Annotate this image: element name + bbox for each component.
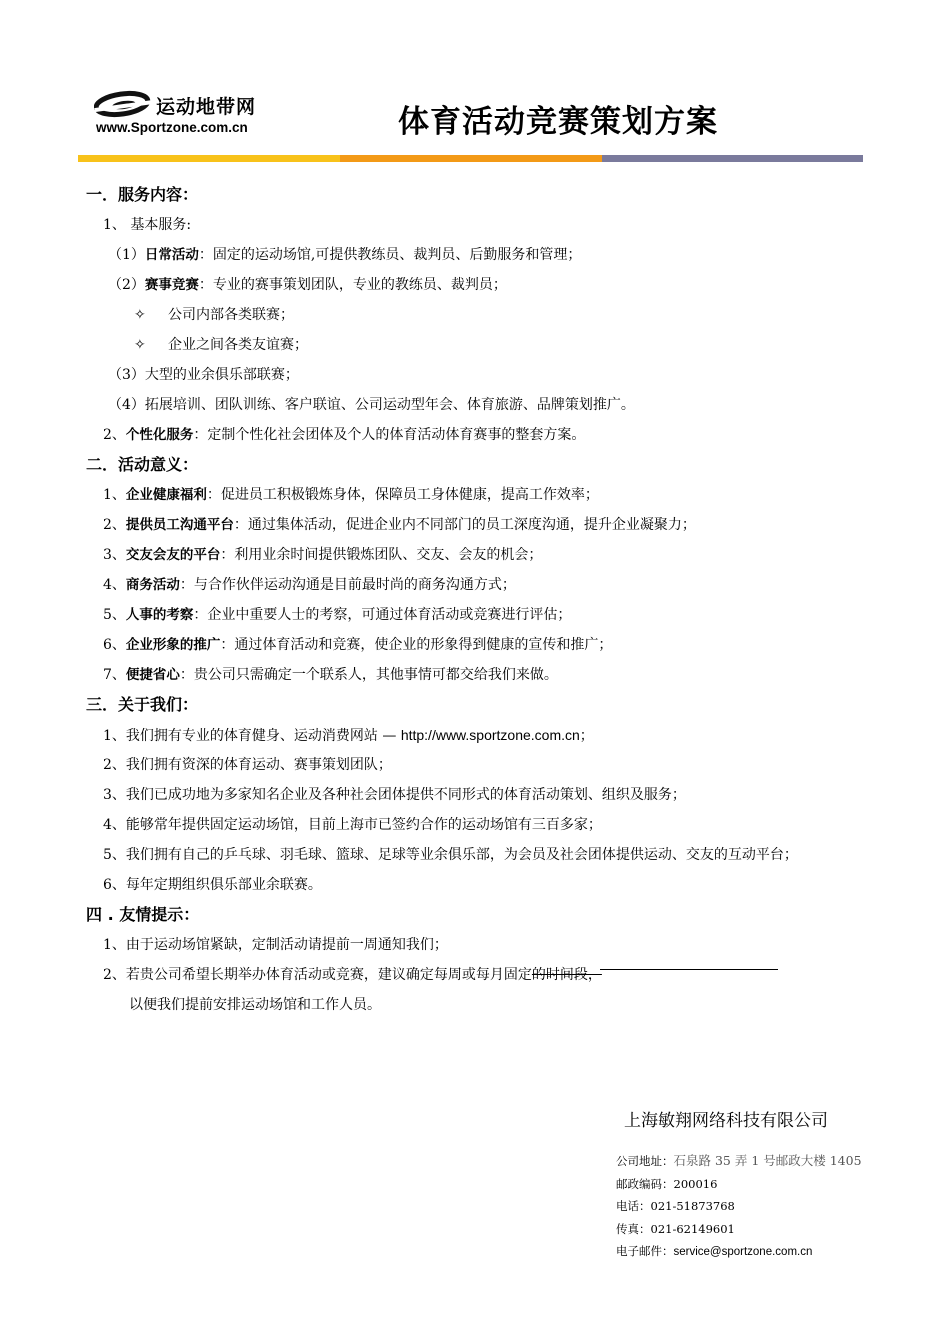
about-item: 4、能够常年提供固定运动场馆，目前上海市已签约合作的运动场馆有三百多家； bbox=[103, 817, 602, 833]
item-num: 3、 bbox=[103, 547, 126, 563]
meaning-item bbox=[86, 540, 876, 570]
header-color-band bbox=[78, 155, 863, 162]
section-title: 三．关于我们： bbox=[86, 695, 199, 714]
item-num: 4、 bbox=[103, 577, 126, 593]
item-text: 2、若贵公司希望长期举办体育活动或竞赛，建议确定每周或每月固定 bbox=[103, 967, 532, 983]
item-text: 1、我们拥有专业的体育健身、运动消费网站 — bbox=[103, 728, 401, 744]
item-text: ：通过集体活动，促进企业内不同部门的员工深度沟通，提升企业凝聚力； bbox=[233, 517, 696, 533]
website-link[interactable]: http://www.sportzone.com.cn bbox=[400, 727, 580, 743]
sub-item bbox=[86, 330, 876, 360]
sportzone-swoosh-icon bbox=[94, 90, 154, 122]
about-item: 2、我们拥有资深的体育运动、赛事策划团队； bbox=[103, 757, 392, 773]
tip-item-continuation: 以便我们提前安排运动场馆和工作人员。 bbox=[129, 997, 381, 1013]
email-label: 电子邮件： bbox=[616, 1244, 674, 1258]
email-link[interactable]: service@sportzone.com.cn bbox=[673, 1246, 813, 1258]
item-text: ：固定的运动场馆,可提供教练员、裁判员、后勤服务和管理； bbox=[198, 247, 582, 263]
item-num: 7、 bbox=[103, 667, 126, 683]
email-line bbox=[616, 1240, 862, 1263]
item-text: ：定制个性化社会团体及个人的体育活动体育赛事的整套方案。 bbox=[193, 427, 586, 443]
item-num: 2、 bbox=[103, 427, 126, 443]
section-title: 一．服务内容： bbox=[86, 185, 199, 204]
horizontal-rule bbox=[600, 968, 778, 970]
item-text: ：贵公司只需确定一个联系人，其他事情可都交给我们来做。 bbox=[179, 667, 558, 683]
document-title: 体育活动竞赛策划方案 bbox=[398, 104, 718, 140]
service-item: （4）拓展培训、团队训练、客户联谊、公司运动型年会、体育旅游、品牌策划推广。 bbox=[108, 397, 635, 413]
band-slate bbox=[602, 155, 863, 162]
section-title: 二．活动意义： bbox=[86, 455, 199, 474]
meaning-item bbox=[86, 570, 876, 600]
about-item: 5、我们拥有自己的乒乓球、羽毛球、篮球、足球等业余俱乐部，为会员及社会团体提供运动、交友的互动平台； bbox=[103, 847, 798, 863]
diamond-bullet-icon: ✧ bbox=[134, 307, 146, 323]
band-yellow bbox=[78, 155, 340, 162]
logo-name: 运动地带网 bbox=[156, 96, 257, 118]
band-orange bbox=[340, 155, 602, 162]
sub-item-text: 公司内部各类联赛； bbox=[168, 307, 294, 323]
meaning-item bbox=[86, 600, 876, 630]
service-item: （3）大型的业余俱乐部联赛； bbox=[108, 367, 299, 383]
sub-item-text: 企业之间各类友谊赛； bbox=[168, 337, 308, 353]
address-label: 公司地址： bbox=[616, 1154, 674, 1168]
contact-info bbox=[616, 1150, 862, 1263]
item-num: 1、 bbox=[103, 487, 126, 503]
strikethrough-text: 的时间段， bbox=[531, 967, 602, 983]
meaning-item bbox=[86, 630, 876, 660]
item-bold: 赛事竞赛 bbox=[144, 277, 199, 293]
item-bold: 交友会友的平台 bbox=[125, 547, 221, 563]
about-item bbox=[86, 720, 876, 750]
item-text: ：与合作伙伴运动沟通是目前最时尚的商务沟通方式； bbox=[179, 577, 516, 593]
service-item bbox=[86, 270, 876, 300]
item-end: ； bbox=[579, 728, 594, 744]
item-label: （1） bbox=[108, 247, 145, 263]
company-logo bbox=[94, 88, 284, 140]
item-text: ：专业的赛事策划团队，专业的教练员、裁判员； bbox=[198, 277, 507, 293]
address-value: 石泉路 35 弄 1 号邮政大楼 1405 bbox=[673, 1153, 862, 1168]
item-num: 5、 bbox=[103, 607, 126, 623]
meaning-item bbox=[86, 510, 876, 540]
phone-line: 电话：021-51873768 bbox=[616, 1199, 735, 1213]
diamond-bullet-icon: ✧ bbox=[134, 337, 146, 353]
item-bold: 企业形象的推广 bbox=[125, 637, 221, 653]
custom-service bbox=[86, 420, 876, 450]
item-bold: 企业健康福利 bbox=[125, 487, 207, 503]
item-num: 2、 bbox=[103, 517, 126, 533]
document-body bbox=[86, 180, 876, 1020]
section-title: 四 . 友情提示： bbox=[86, 905, 200, 924]
about-item: 3、我们已成功地为多家知名企业及各种社会团体提供不同形式的体育活动策划、组织及服务； bbox=[103, 787, 686, 803]
item-text: ：促进员工积极锻炼身体，保障员工身体健康，提高工作效率； bbox=[206, 487, 599, 503]
sub-item bbox=[86, 300, 876, 330]
tip-item: 1、由于运动场馆紧缺，定制活动请提前一周通知我们； bbox=[103, 937, 448, 953]
meaning-item bbox=[86, 660, 876, 690]
company-name: 上海敏翔网络科技有限公司 bbox=[624, 1111, 828, 1131]
tip-item bbox=[86, 960, 876, 990]
postcode-line: 邮政编码：200016 bbox=[616, 1176, 718, 1191]
meaning-item bbox=[86, 480, 876, 510]
basic-service-heading: 1、 基本服务: bbox=[103, 217, 192, 233]
item-label: （2） bbox=[108, 277, 145, 293]
service-item bbox=[86, 240, 876, 270]
item-bold: 商务活动 bbox=[125, 577, 180, 593]
item-text: ：企业中重要人士的考察，可通过体育活动或竞赛进行评估； bbox=[193, 607, 572, 623]
address-line bbox=[616, 1150, 862, 1173]
item-text: ：通过体育活动和竞赛，使企业的形象得到健康的宣传和推广； bbox=[220, 637, 613, 653]
item-num: 6、 bbox=[103, 637, 126, 653]
item-text: ：利用业余时间提供锻炼团队、交友、会友的机会； bbox=[220, 547, 543, 563]
item-bold: 日常活动 bbox=[144, 247, 199, 263]
item-bold: 个性化服务 bbox=[125, 427, 194, 443]
logo-url: www.Sportzone.com.cn bbox=[96, 120, 248, 135]
about-item: 6、每年定期组织俱乐部业余联赛。 bbox=[103, 877, 322, 893]
item-bold: 便捷省心 bbox=[125, 667, 180, 683]
item-bold: 人事的考察 bbox=[125, 607, 194, 623]
item-bold: 提供员工沟通平台 bbox=[125, 517, 234, 533]
fax-line: 传真：021-62149601 bbox=[616, 1221, 735, 1236]
